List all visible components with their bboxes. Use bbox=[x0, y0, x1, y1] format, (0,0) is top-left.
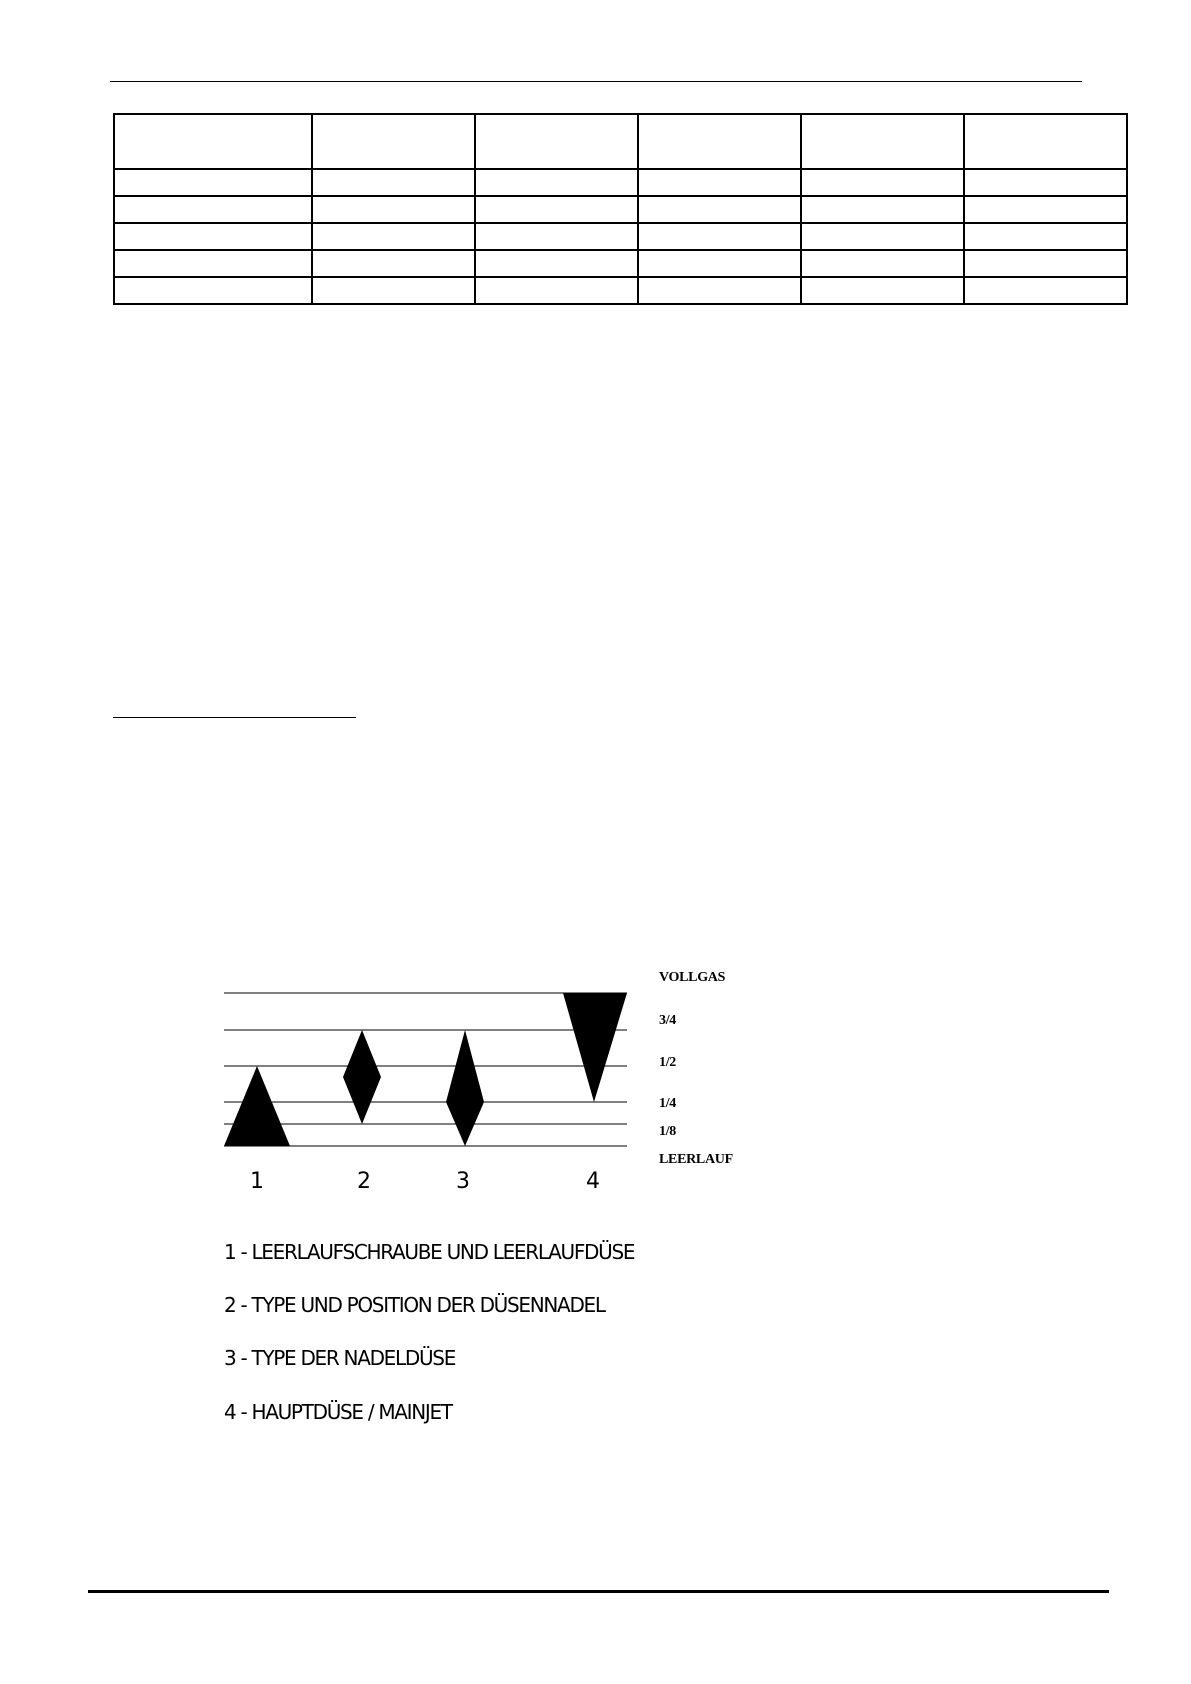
level-lines bbox=[224, 993, 627, 1146]
legend-item-2: 2 - TYPE UND POSITION DER DÜSENNADEL bbox=[224, 1293, 605, 1317]
level-label-1-2: 1/2 bbox=[659, 1055, 676, 1070]
needle-position-diamond-shape bbox=[343, 1030, 381, 1124]
level-label-1-4: 1/4 bbox=[659, 1096, 676, 1111]
legend-item-1: 1 - LEERLAUFSCHRAUBE UND LEERLAUFDÜSE bbox=[224, 1240, 635, 1264]
level-label-vollgas: VOLLGAS bbox=[659, 970, 726, 985]
footer-rule bbox=[88, 1590, 1109, 1593]
legend-item-4: 4 - HAUPTDÜSE / MAINJET bbox=[224, 1400, 452, 1424]
needle-jet-diamond-shape bbox=[446, 1030, 484, 1146]
legend-item-3: 3 - TYPE DER NADELDÜSE bbox=[224, 1346, 456, 1370]
diagram-number-4: 4 bbox=[586, 1169, 600, 1194]
level-label-1-8: 1/8 bbox=[659, 1124, 676, 1139]
level-label-leerlauf: LEERLAUF bbox=[659, 1152, 733, 1167]
level-label-3-4: 3/4 bbox=[659, 1013, 676, 1028]
diagram-number-1: 1 bbox=[250, 1169, 264, 1194]
idle-triangle-shape bbox=[224, 1066, 290, 1146]
diagram-number-3: 3 bbox=[456, 1169, 470, 1194]
main-jet-triangle-shape bbox=[563, 993, 627, 1102]
diagram-number-2: 2 bbox=[357, 1169, 371, 1194]
